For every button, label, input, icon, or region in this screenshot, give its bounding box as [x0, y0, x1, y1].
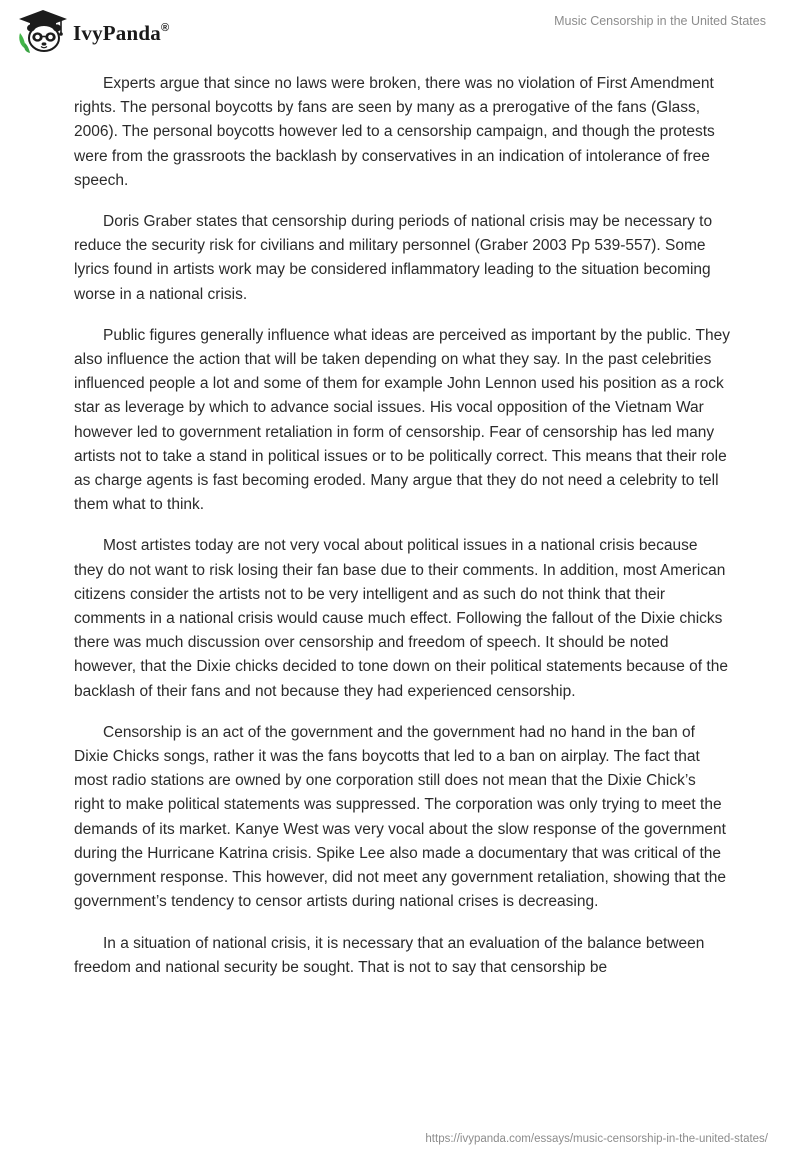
brand-name-text: IvyPanda	[73, 20, 161, 45]
paragraph: Experts argue that since no laws were broken, there was no violation of First Amendment rights. The personal boycotts by fans are seen by many as a prerogative of the fans (Glass, 2006). The personal boycotts however led to a censorship campaign, and though the protests were from the grassroots the backlash by conservatives in an indication of intolerance of free speech.	[74, 75, 715, 189]
brand-name	[73, 21, 169, 46]
ivypanda-logo[interactable]	[16, 9, 169, 53]
essay-body	[74, 72, 730, 997]
paragraph: Public figures generally influence what ideas are perceived as important by the public. They also influence the action that will be taken depending on what they say. In the past celebrities influenced people a lot and some of them for example John Lennon used his position as a rock star as leverage by which to advance social issues. His vocal opposition of the Vietnam War however led to government retaliation in form of censorship. Fear of censorship has led many artists not to take a stand in political issues or to be politically correct. This means that their role as charge agents is fast becoming eroded. Many argue that they do not need a celebrity to tell them what to think.	[74, 326, 730, 514]
panda-graduate-icon	[16, 9, 70, 53]
paragraph: Censorship is an act of the government and the government had no hand in the ban of Dixie Chicks songs, rather it was the fans boycotts that led to a ban on airplay. The fact that most radio stations are owned by one corporation still does not mean that the Dixie Chick’s right to make political statements was suppressed. The corporation was only trying to meet the demands of its market. Kanye West was very vocal about the slow response of the government during the Hurricane Katrina crisis. Spike Lee also made a documentary that was critical of the government response. This however, did not meet any government retaliation, showing that the government’s tendency to censor artists during national crises is decreasing.	[74, 723, 726, 911]
paragraph: In a situation of national crisis, it is necessary that an evaluation of the balance between freedom and national security be sought. That is not to say that censorship be	[74, 934, 705, 976]
paragraph: Doris Graber states that censorship during periods of national crisis may be necessary to reduce the security risk for civilians and military personnel (Graber 2003 Pp 539-557). Some lyrics found in artists work may be considered inflammatory leading to the situation becoming worse in a national crisis.	[74, 213, 713, 303]
paragraph: Most artistes today are not very vocal about political issues in a national crisis because they do not want to risk losing their fan base due to their comments. In addition, most American citizens consider the artists not to be very intelligent and as such do not think that their comments in a national crisis would cause much effect. Following the fallout of the Dixie chicks there was much discussion over censorship and freedom of speech. It should be noted however, that the Dixie chicks decided to tone down on their political statements because of the backlash of their fans and not because they had experienced censorship.	[74, 537, 728, 700]
document-title: Music Censorship in the United States	[554, 14, 766, 28]
page-header	[0, 0, 800, 60]
source-url[interactable]: https://ivypanda.com/essays/music-censorship-in-the-united-states/	[425, 1133, 768, 1145]
registered-mark: ®	[160, 21, 170, 34]
